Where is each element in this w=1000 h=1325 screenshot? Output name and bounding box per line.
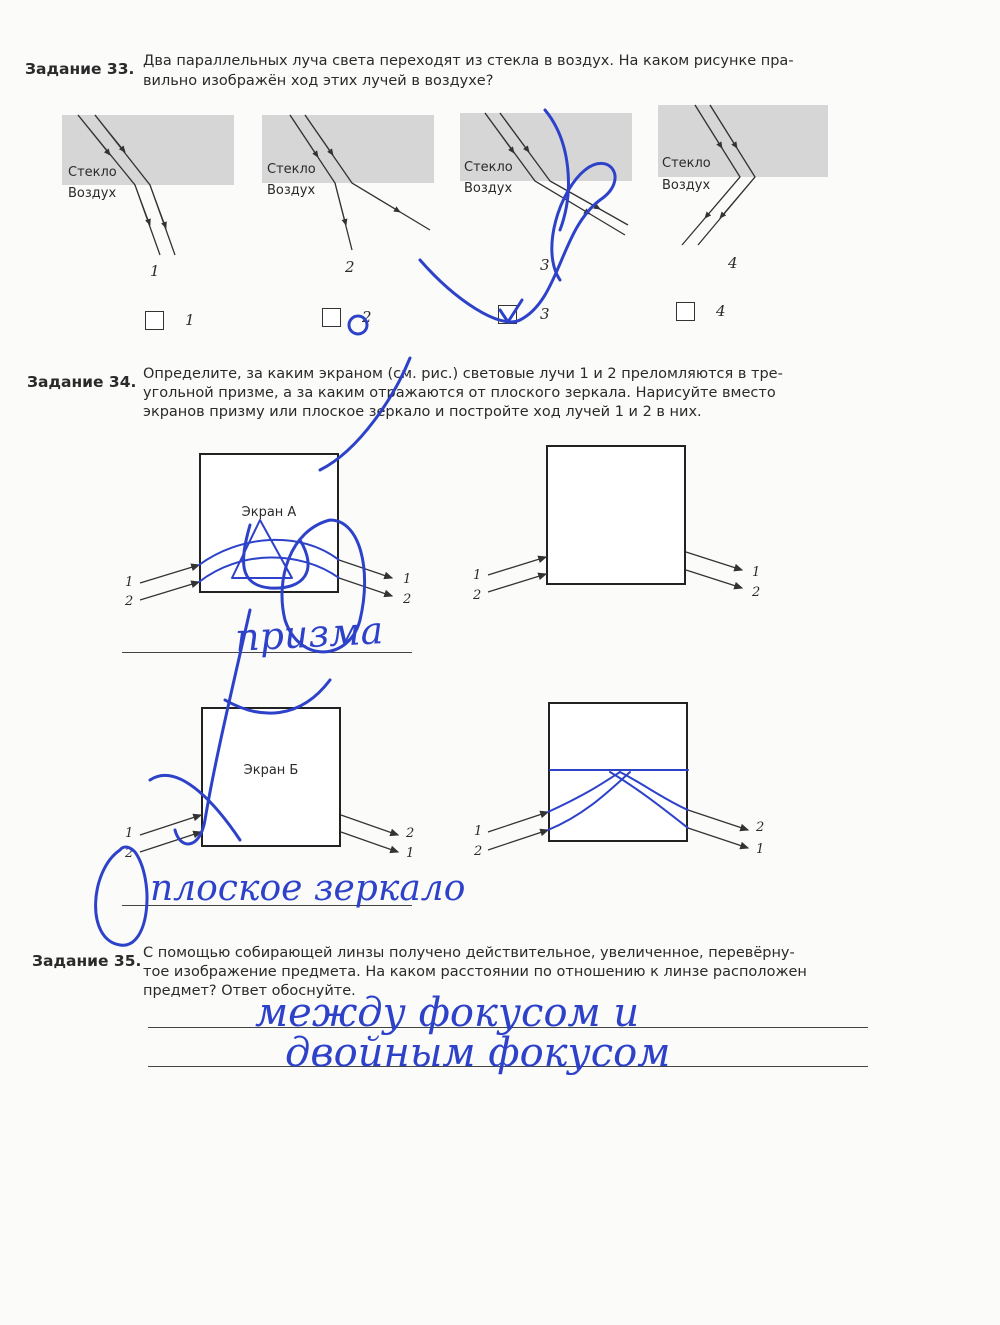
option-1-label: 1 <box>185 311 195 329</box>
ray-2-label: 2 <box>125 594 134 609</box>
ray-1-label: 1 <box>473 568 482 583</box>
air-label: Воздух <box>68 186 117 201</box>
screen-b-label: Экран Б <box>243 763 299 778</box>
ray-1-label: 1 <box>752 565 761 580</box>
option-4-label: 4 <box>716 302 726 320</box>
task-33-text-line-1: Два параллельных луча света переходят из стекла в воздух. На каком рисунке пра- <box>143 53 794 69</box>
air-label: Воздух <box>464 181 513 196</box>
option-3-label: 3 <box>540 305 550 323</box>
ray-2-label: 2 <box>756 820 765 835</box>
ray-2-label: 2 <box>473 588 482 603</box>
ray-1-label: 1 <box>403 572 412 587</box>
screen-a-label: Экран А <box>241 505 297 520</box>
task-33-text-line-2: вильно изображён ход этих лучей в воздухе? <box>143 73 494 89</box>
ray-2-label: 2 <box>403 592 412 607</box>
ray-1-label: 1 <box>125 826 134 841</box>
ray-1-label: 1 <box>756 842 765 857</box>
glass-label: Стекло <box>68 165 117 180</box>
figure-33-2-number: 2 <box>345 258 355 276</box>
task-35-title: Задание 35. <box>32 952 142 970</box>
handwritten-answer-35-line-1: между фокусом и <box>255 990 640 1036</box>
task-33-title: Задание 33. <box>25 60 135 78</box>
task-34-text-line-1: Определите, за каким экраном (см. рис.) световые лучи 1 и 2 преломляются в тре- <box>143 366 783 382</box>
option-2-label: 2 <box>362 308 372 326</box>
task-34-text-line-3: экранов призму или плоское зеркало и постройте ход лучей 1 и 2 в них. <box>143 404 702 420</box>
handwritten-answer-35-line-2: двойным фокусом <box>285 1030 671 1076</box>
task-34-text-line-2: угольной призме, а за каким отражаются от плоского зеркала. Нарисуйте вместо <box>143 385 776 401</box>
task-35-text-line-2: тое изображение предмета. На каком расстоянии по отношению к линзе расположен <box>143 964 807 980</box>
ray-2-label: 2 <box>125 846 134 861</box>
figure-33-1-number: 1 <box>150 262 160 280</box>
ray-1-label: 1 <box>125 575 134 590</box>
ray-2-label: 2 <box>406 826 415 841</box>
glass-label: Стекло <box>662 156 711 171</box>
handwritten-answer-a: призма <box>233 608 385 660</box>
task-35-text-line-3: предмет? Ответ обоснуйте. <box>143 983 356 999</box>
ray-1-label: 1 <box>406 846 415 861</box>
air-label: Воздух <box>662 178 711 193</box>
glass-label: Стекло <box>267 162 316 177</box>
glass-label: Стекло <box>464 160 513 175</box>
figure-33-4-number: 4 <box>728 254 738 272</box>
task-35-text-line-1: С помощью собирающей линзы получено действительное, увеличенное, перевёрну- <box>143 945 795 961</box>
ray-2-label: 2 <box>752 585 761 600</box>
air-label: Воздух <box>267 183 316 198</box>
handwritten-answer-b: плоское зеркало <box>150 868 466 909</box>
figure-33-3-number: 3 <box>540 256 550 274</box>
task-34-title: Задание 34. <box>27 373 137 391</box>
ray-1-label: 1 <box>474 824 483 839</box>
ray-2-label: 2 <box>474 844 483 859</box>
